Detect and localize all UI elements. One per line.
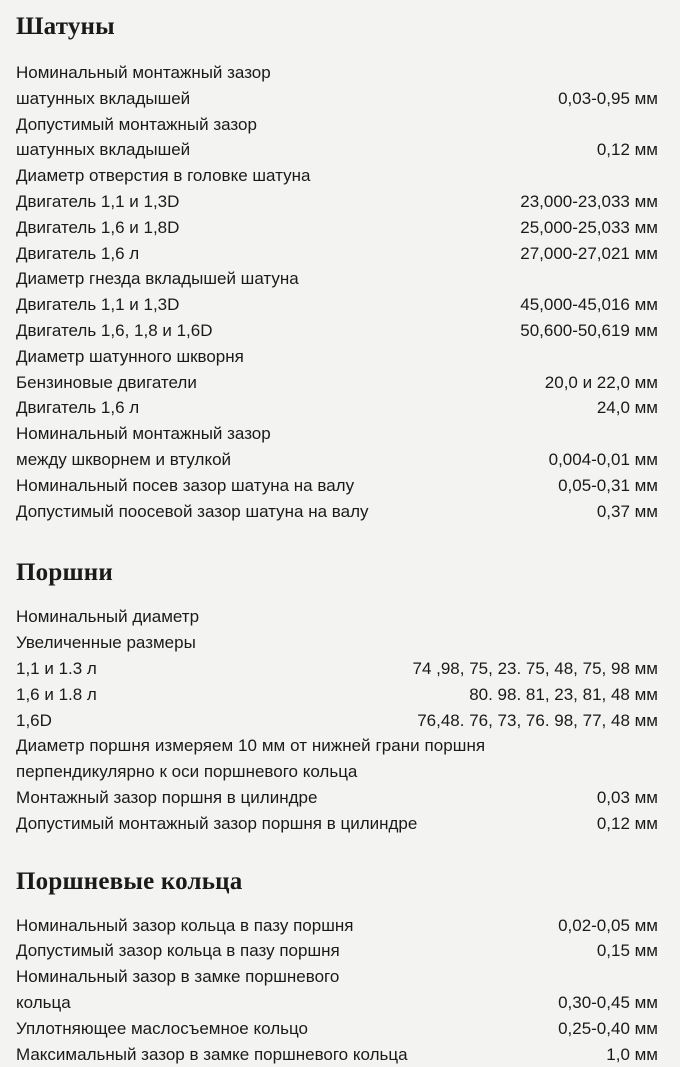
spec-label: шатунных вкладышей [16, 137, 190, 163]
spec-value: 0,004-0,01 мм [541, 447, 658, 473]
spec-row [16, 447, 658, 473]
spec-row [16, 1016, 658, 1042]
spec-row [16, 964, 658, 990]
spec-row [16, 318, 658, 344]
spec-row [16, 682, 658, 708]
spec-label: Допустимый монтажный зазор [16, 112, 257, 138]
spec-row [16, 785, 658, 811]
spec-label: Двигатель 1,6 и 1,8D [16, 215, 179, 241]
spec-row [16, 630, 658, 656]
spec-value: 0,03-0,95 мм [550, 86, 658, 112]
spec-row [16, 266, 658, 292]
spec-row [16, 241, 658, 267]
spec-row [16, 292, 658, 318]
spec-row [16, 344, 658, 370]
spec-value: 0,12 мм [589, 811, 658, 837]
spec-row [16, 189, 658, 215]
spec-row [16, 473, 658, 499]
spec-label: Уплотняющее маслосъемное кольцо [16, 1016, 308, 1042]
spec-row [16, 499, 658, 525]
spec-label: Максимальный зазор в замке поршневого кольца [16, 1042, 408, 1067]
spec-value: 27,000-27,021 мм [512, 241, 658, 267]
section-title: Поршневые кольца [16, 867, 658, 897]
spec-row [16, 938, 658, 964]
spec-row [16, 370, 658, 396]
section-title: Поршни [16, 558, 658, 588]
spec-label: 1,6D [16, 708, 52, 734]
spec-row [16, 421, 658, 447]
spec-row [16, 60, 658, 86]
spec-row [16, 759, 658, 785]
spec-value: 0,12 мм [589, 137, 658, 163]
spec-label: Номинальный зазор кольца в пазу поршня [16, 913, 353, 939]
spec-label: Двигатель 1,6 л [16, 395, 139, 421]
spec-label: 1,1 и 1.3 л [16, 656, 97, 682]
spec-label: Допустимый зазор кольца в пазу поршня [16, 938, 340, 964]
section-title: Шатуны [16, 0, 658, 42]
spec-label: перпендикулярно к оси поршневого кольца [16, 759, 357, 785]
spec-label: Диаметр отверстия в головке шатуна [16, 163, 310, 189]
spec-value: 23,000-23,033 мм [512, 189, 658, 215]
spec-row [16, 163, 658, 189]
spec-label: Номинальный зазор в замке поршневого [16, 964, 339, 990]
spec-row [16, 604, 658, 630]
spec-row [16, 137, 658, 163]
spec-row [16, 1042, 658, 1067]
spec-row [16, 112, 658, 138]
spec-label: Монтажный зазор поршня в цилиндре [16, 785, 317, 811]
spec-value: 0,05-0,31 мм [550, 473, 658, 499]
spec-value: 0,25-0,40 мм [550, 1016, 658, 1042]
spec-value: 0,30-0,45 мм [550, 990, 658, 1016]
section-connecting-rods [16, 0, 658, 524]
spec-row [16, 215, 658, 241]
spec-list [16, 913, 658, 1067]
spec-value: 0,37 мм [589, 499, 658, 525]
spec-label: 1,6 и 1.8 л [16, 682, 97, 708]
spec-label: Номинальный монтажный зазор [16, 60, 271, 86]
spec-value: 50,600-50,619 мм [512, 318, 658, 344]
spec-label: Диаметр поршня измеряем 10 мм от нижней грани поршня [16, 733, 485, 759]
spec-label: Диаметр шатунного шкворня [16, 344, 244, 370]
spec-list [16, 604, 658, 836]
spec-label: Двигатель 1,6 л [16, 241, 139, 267]
spec-label: Номинальный монтажный зазор [16, 421, 271, 447]
spec-value: 74 ,98, 75, 23. 75, 48, 75, 98 мм [405, 656, 659, 682]
spec-row [16, 395, 658, 421]
spec-label: шатунных вкладышей [16, 86, 190, 112]
spec-value: 76,48. 76, 73, 76. 98, 77, 48 мм [409, 708, 658, 734]
spec-row [16, 86, 658, 112]
spec-label: между шкворнем и втулкой [16, 447, 231, 473]
spec-label: Номинальный посев зазор шатуна на валу [16, 473, 354, 499]
spec-value: 80. 98. 81, 23, 81, 48 мм [461, 682, 658, 708]
spec-value: 0,02-0,05 мм [550, 913, 658, 939]
spec-row [16, 656, 658, 682]
spec-label: Бензиновые двигатели [16, 370, 197, 396]
spec-label: Двигатель 1,6, 1,8 и 1,6D [16, 318, 213, 344]
spec-row [16, 733, 658, 759]
spec-label: Увеличенные размеры [16, 630, 196, 656]
spec-list [16, 60, 658, 524]
spec-label: Допустимый поосевой зазор шатуна на валу [16, 499, 369, 525]
section-pistons [16, 558, 658, 836]
spec-label: Допустимый монтажный зазор поршня в цилиндре [16, 811, 417, 837]
spec-value: 0,03 мм [589, 785, 658, 811]
spec-label: Диаметр гнезда вкладышей шатуна [16, 266, 299, 292]
spec-row [16, 913, 658, 939]
spec-label: Номинальный диаметр [16, 604, 199, 630]
spec-value: 24,0 мм [589, 395, 658, 421]
spec-value: 45,000-45,016 мм [512, 292, 658, 318]
spec-label: Двигатель 1,1 и 1,3D [16, 189, 179, 215]
spec-label: кольца [16, 990, 71, 1016]
spec-value: 25,000-25,033 мм [512, 215, 658, 241]
spec-value: 0,15 мм [589, 938, 658, 964]
spec-label: Двигатель 1,1 и 1,3D [16, 292, 179, 318]
section-piston-rings [16, 867, 658, 1067]
spec-row [16, 708, 658, 734]
spec-row [16, 990, 658, 1016]
spec-value: 20,0 и 22,0 мм [537, 370, 658, 396]
spec-row [16, 811, 658, 837]
spec-value: 1,0 мм [598, 1042, 658, 1067]
